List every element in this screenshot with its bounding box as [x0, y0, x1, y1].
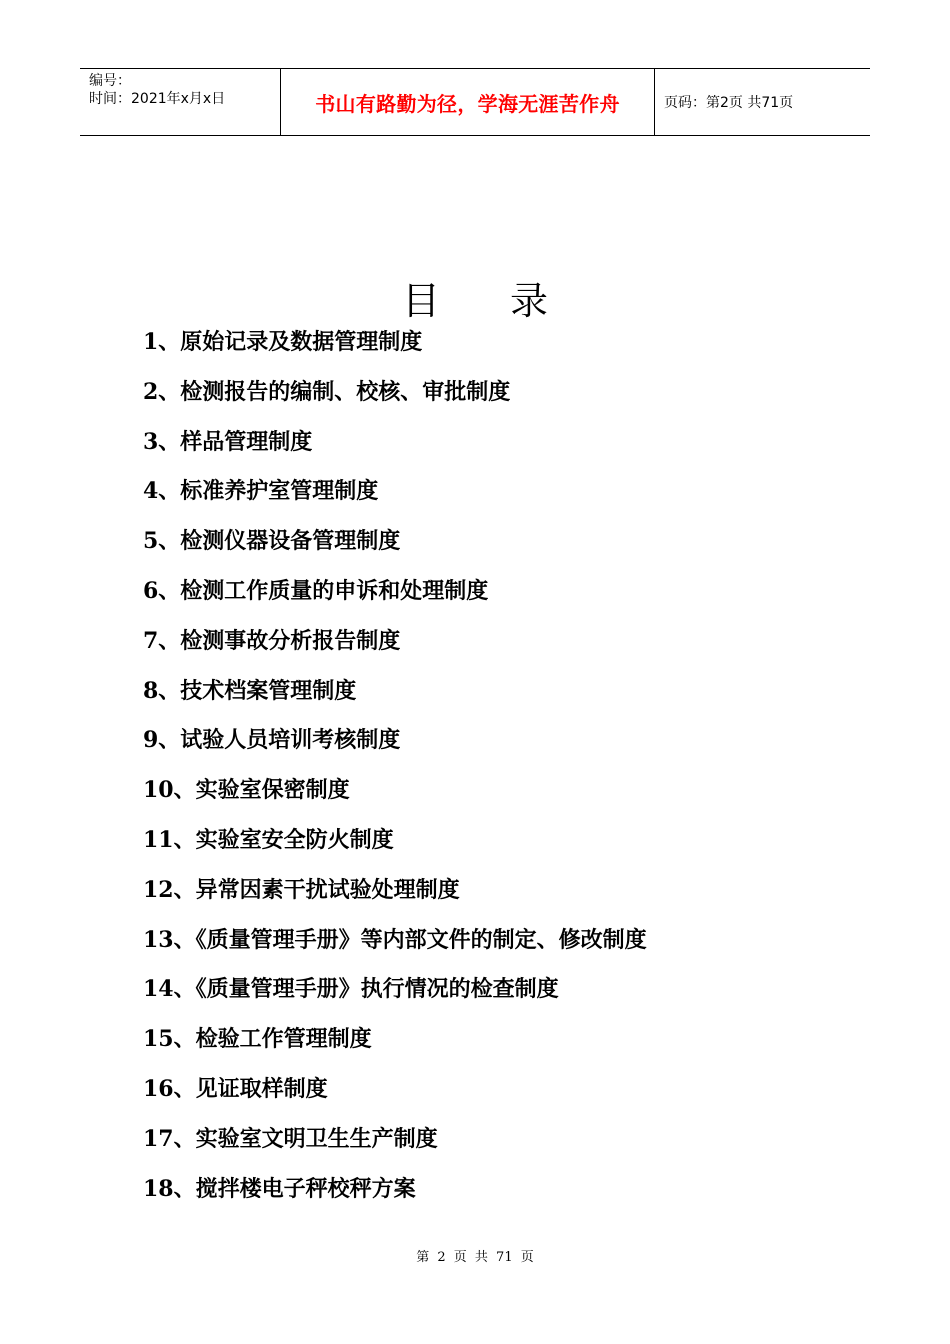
header-page-cell — [655, 69, 870, 135]
toc-title: 目录 — [401, 279, 618, 323]
toc-item: 9、试验人员培训考核制度 — [143, 727, 401, 754]
header-motto: 书山有路勤为径，学海无涯苦作舟 — [315, 91, 620, 116]
toc-item: 7、检测事故分析报告制度 — [143, 627, 401, 654]
header-motto-cell — [281, 69, 655, 135]
header-page-info: 页码：第2页 共71页 — [664, 95, 794, 111]
toc-item: 1、原始记录及数据管理制度 — [143, 329, 423, 355]
toc-item: 17、实验室文明卫生生产制度 — [143, 1125, 438, 1152]
toc-item: 8、技术档案管理制度 — [143, 677, 357, 704]
toc-item: 16、见证取样制度 — [143, 1075, 328, 1102]
toc-item: 12、异常因素干扰试验处理制度 — [143, 876, 460, 903]
toc-item: 15、检验工作管理制度 — [143, 1026, 372, 1053]
toc-item: 2、检测报告的编制、校核、审批制度 — [143, 378, 511, 405]
toc-item: 10、实验室保密制度 — [143, 777, 350, 804]
toc-item: 14、《质量管理手册》执行情况的检查制度 — [143, 976, 559, 1003]
toc-item: 13、《质量管理手册》等内部文件的制定、修改制度 — [143, 926, 647, 953]
toc-item: 4、标准养护室管理制度 — [143, 478, 379, 505]
toc-item: 6、检测工作质量的申诉和处理制度 — [143, 577, 489, 604]
header-meta-cell — [80, 69, 281, 135]
toc-item: 18、搅拌楼电子秤校秤方案 — [143, 1175, 416, 1202]
toc-item: 3、样品管理制度 — [143, 428, 313, 455]
toc-item: 11、实验室安全防火制度 — [143, 826, 394, 853]
page-footer: 第 2 页 共 71 页 — [416, 1250, 534, 1265]
toc-item: 5、检测仪器设备管理制度 — [143, 528, 401, 555]
document-date-label: 时间：2021年x月x日 — [89, 91, 226, 107]
toc-list — [143, 325, 647, 1221]
document-number-label: 编号： — [89, 73, 131, 89]
page-header — [80, 68, 870, 136]
